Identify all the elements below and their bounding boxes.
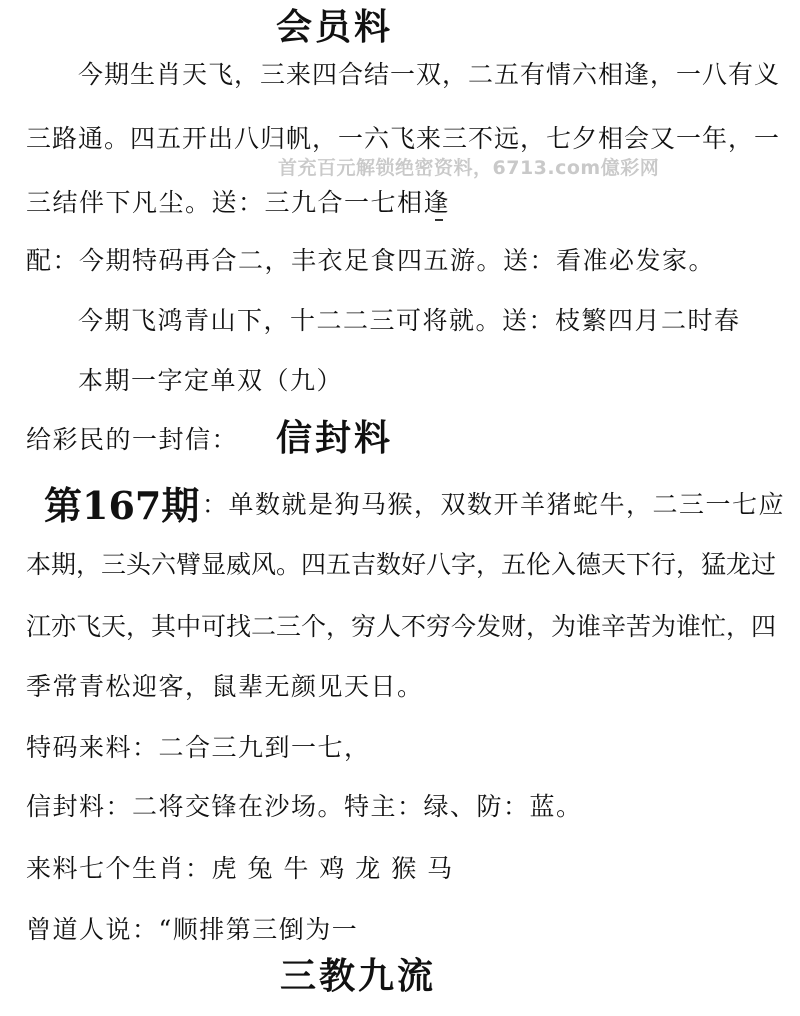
special-code-line: 特码来料：二合三九到一七， [26,733,371,762]
envelope-line: 信封料：二将交锋在沙场。特主：绿、防：蓝。 [26,792,583,821]
member-line-3: 三结伴下凡尘。送：三九合一七相逢 [26,188,451,217]
member-line-2: 三路通。四五开出八归帆，一六飞来三不远，七夕相会又一年，一 [26,124,781,153]
quote-line: 曾道人说：“顺排第三倒为一 [26,915,359,944]
member-line-6: 本期一字定单双（九） [78,366,344,395]
footer-title: 三教九流 [280,955,437,997]
letter-line-2: 本期，三头六臂显威风。四五吉数好八字，五伦入德天下行，猛龙过 [26,550,777,579]
ink-mark [435,219,443,221]
letter-line-3: 江亦飞天，其中可找二三个，穷人不穷今发财，为谁辛苦为谁忙，四 [26,612,777,641]
member-line-1: 今期生肖天飞，三来四合结一双，二五有情六相逢，一八有义 [78,60,781,89]
letter-line-1: ：单数就是狗马猴，双数开羊猪蛇牛，二三一七应 [202,490,786,519]
letter-line-4: 季常青松迎客，鼠辈无颜见天日。 [26,672,424,701]
issue-number: 第167期 [44,483,200,528]
letter-title: 信封料 [276,417,394,459]
letter-intro: 给彩民的一封信： [26,425,239,454]
member-line-5: 今期飞鸿青山下，十二二三可将就。送：枝繁四月二时春 [78,306,741,335]
watermark-text: 首充百元解锁绝密资料，6713.com億彩网 [278,157,660,179]
page-title: 会员料 [276,6,394,48]
member-line-4: 配：今期特码再合二，丰衣足食四五游。送：看准必发家。 [26,246,716,275]
zodiac-line: 来料七个生肖：虎 兔 牛 鸡 龙 猴 马 [26,854,454,883]
